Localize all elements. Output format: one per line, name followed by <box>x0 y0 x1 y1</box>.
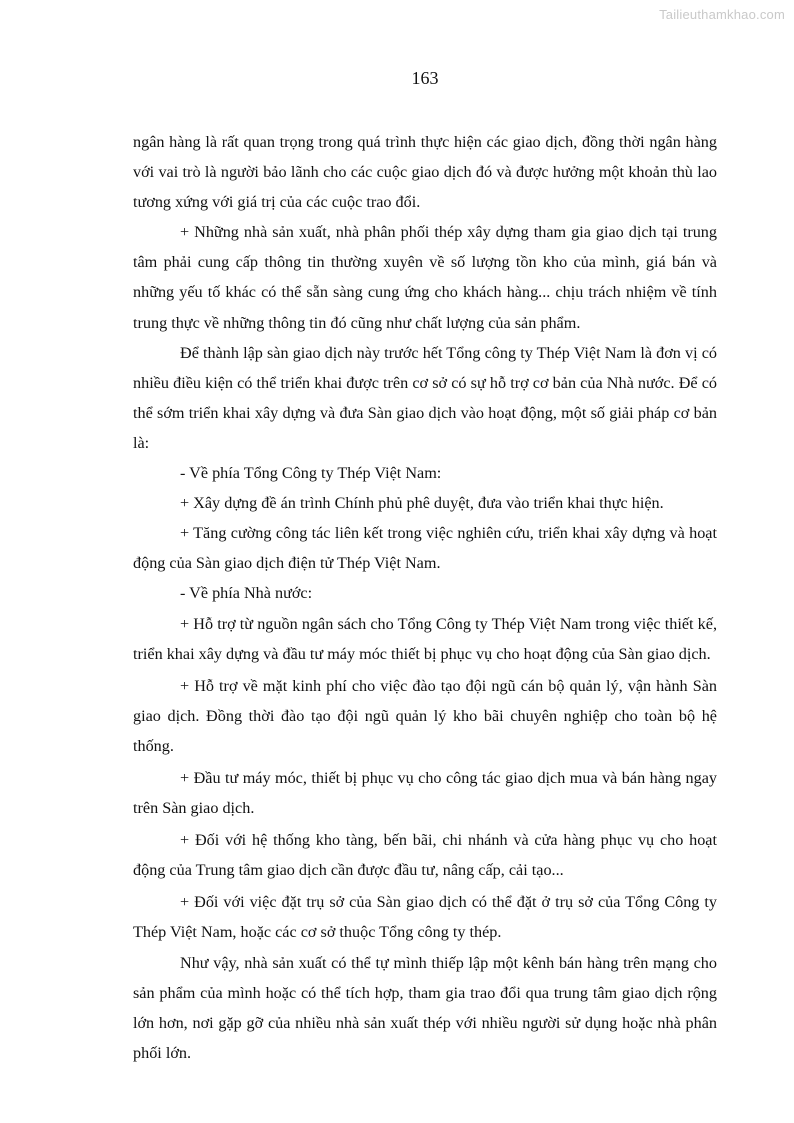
paragraph: - Về phía Tổng Công ty Thép Việt Nam: <box>180 464 442 483</box>
paragraph: + Tăng cường công tác liên kết trong việc nghiên cứu, triển khai xây dựng và hoạt động của Sàn giao dịch điện tử Thép Việt Nam. <box>133 524 717 573</box>
paragraph: Như vậy, nhà sản xuất có thể tự mình thiếp lập một kênh bán hàng trên mạng cho sản phẩm của mình hoặc có thể tích hợp, tham gia trao đổi qua trung tâm giao dịch rộng lớn hơn, nơi gặp gỡ của nhiều nhà sản xuất thép với nhiều người sử dụng hoặc nhà phân phối lớn. <box>133 953 717 1062</box>
document-body <box>133 127 717 1068</box>
paragraph: + Hỗ trợ từ nguồn ngân sách cho Tổng Công ty Thép Việt Nam trong việc thiết kế, triển khai xây dựng và đầu tư máy móc thiết bị phục vụ cho hoạt động của Sàn giao dịch. <box>133 614 717 663</box>
paragraph: + Những nhà sản xuất, nhà phân phối thép xây dựng tham gia giao dịch tại trung tâm phải cung cấp thông tin thường xuyên về số lượng tồn kho của mình, giá bán và những yếu tố khác có thể sẵn sàng cung ứng cho khách hàng... chịu trách nhiệm về tính trung thực về những thông tin đó cũng như chất lượng của sản phẩm. <box>133 223 717 332</box>
paragraph: + Đầu tư máy móc, thiết bị phục vụ cho công tác giao dịch mua và bán hàng ngay trên Sàn giao dịch. <box>133 768 717 818</box>
paragraph: + Đối với hệ thống kho tàng, bến bãi, chi nhánh và cửa hàng phục vụ cho hoạt động của Trung tâm giao dịch cần được đầu tư, nâng cấp, cải tạo... <box>133 831 717 880</box>
paragraph: - Về phía Nhà nước: <box>180 584 313 603</box>
paragraph: + Hỗ trợ về mặt kinh phí cho việc đào tạo đội ngũ cán bộ quản lý, vận hành Sàn giao dịch. Đồng thời đào tạo đội ngũ quản lý kho bãi chuyên nghiệp cho toàn bộ hệ thống. <box>133 676 717 755</box>
paragraph: Để thành lập sàn giao dịch này trước hết Tổng công ty Thép Việt Nam là đơn vị có nhiều điều kiện có thể triển khai được trên cơ sở có sự hỗ trợ cơ bản của Nhà nước. Để có thể sớm triển khai xây dựng và đưa Sàn giao dịch vào hoạt động, một số giải pháp cơ bản là: <box>133 343 717 452</box>
paragraph: + Xây dựng đề án trình Chính phủ phê duyệt, đưa vào triển khai thực hiện. <box>180 494 664 513</box>
page-number: 163 <box>411 68 439 88</box>
paragraph: ngân hàng là rất quan trọng trong quá trình thực hiện các giao dịch, đồng thời ngân hàng với vai trò là người bảo lãnh cho các cuộc giao dịch đó và được hưởng một khoản thù lao tương xứng với giá trị của các cuộc trao đổi. <box>133 133 717 212</box>
watermark: Tailieuthamkhao.com <box>659 7 785 22</box>
paragraph: + Đối với việc đặt trụ sở của Sàn giao dịch có thể đặt ở trụ sở của Tổng Công ty Thép Việt Nam, hoặc các cơ sở thuộc Tổng công ty thép. <box>133 893 717 942</box>
